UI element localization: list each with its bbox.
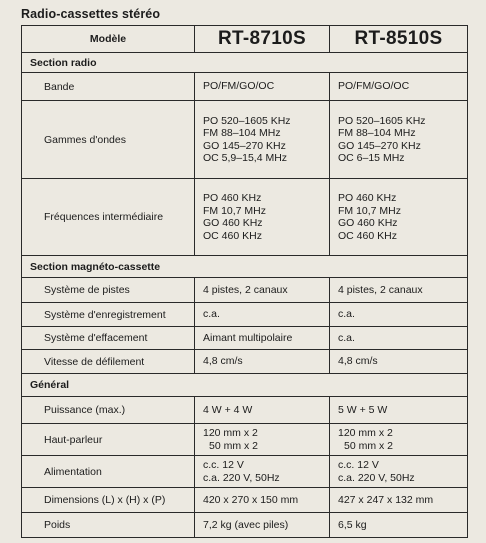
table-row bbox=[22, 424, 468, 456]
value-rt8710s: 4 pistes, 2 canaux bbox=[195, 278, 330, 303]
value-rt8510s: 120 mm x 2 50 mm x 2 bbox=[330, 424, 468, 456]
value-rt8510s: PO 460 KHz FM 10,7 MHz GO 460 KHz OC 460 KHz bbox=[330, 179, 468, 256]
table-row bbox=[22, 488, 468, 513]
value-rt8710s: PO 520–1605 KHz FM 88–104 MHz GO 145–270 KHz OC 5,9–15,4 MHz bbox=[195, 101, 330, 179]
value-rt8510s: 5 W + 5 W bbox=[330, 397, 468, 424]
row-label: Vitesse de défilement bbox=[22, 350, 195, 374]
value-rt8710s: Aimant multipolaire bbox=[195, 327, 330, 350]
value-rt8510s: PO 520–1605 KHz FM 88–104 MHz GO 145–270 KHz OC 6–15 MHz bbox=[330, 101, 468, 179]
model-name-1: RT-8710S bbox=[195, 26, 330, 53]
table-row bbox=[22, 73, 468, 101]
table-row bbox=[22, 101, 468, 179]
value-rt8710s: PO 460 KHz FM 10,7 MHz GO 460 KHz OC 460 KHz bbox=[195, 179, 330, 256]
value-rt8510s: PO/FM/GO/OC bbox=[330, 73, 468, 101]
table-row bbox=[22, 327, 468, 350]
value-rt8510s: 427 x 247 x 132 mm bbox=[330, 488, 468, 513]
model-header-label: Modèle bbox=[22, 26, 195, 53]
row-label: Système d'effacement bbox=[22, 327, 195, 350]
value-rt8510s: 4 pistes, 2 canaux bbox=[330, 278, 468, 303]
table-row bbox=[22, 456, 468, 488]
header-row bbox=[22, 26, 468, 53]
table-row bbox=[22, 513, 468, 538]
row-label: Alimentation bbox=[22, 456, 195, 488]
value-rt8710s: 4,8 cm/s bbox=[195, 350, 330, 374]
row-label: Bande bbox=[22, 73, 195, 101]
value-rt8710s: 7,2 kg (avec piles) bbox=[195, 513, 330, 538]
table-row bbox=[22, 278, 468, 303]
table-row bbox=[22, 350, 468, 374]
value-rt8510s: c.a. bbox=[330, 303, 468, 327]
section-row bbox=[22, 256, 468, 278]
value-rt8710s: c.c. 12 V c.a. 220 V, 50Hz bbox=[195, 456, 330, 488]
row-label: Fréquences intermédiaire bbox=[22, 179, 195, 256]
row-label: Système de pistes bbox=[22, 278, 195, 303]
table-row bbox=[22, 397, 468, 424]
value-rt8510s: 4,8 cm/s bbox=[330, 350, 468, 374]
row-label: Poids bbox=[22, 513, 195, 538]
section-radio: Section radio bbox=[22, 53, 468, 73]
page-title: Radio-cassettes stéréo bbox=[21, 7, 161, 21]
row-label: Haut-parleur bbox=[22, 424, 195, 456]
value-rt8710s: PO/FM/GO/OC bbox=[195, 73, 330, 101]
row-label: Dimensions (L) x (H) x (P) bbox=[22, 488, 195, 513]
value-rt8710s: 420 x 270 x 150 mm bbox=[195, 488, 330, 513]
value-rt8510s: 6,5 kg bbox=[330, 513, 468, 538]
row-label: Gammes d'ondes bbox=[22, 101, 195, 179]
table-row bbox=[22, 179, 468, 256]
spec-table bbox=[21, 25, 468, 538]
value-rt8710s: 4 W + 4 W bbox=[195, 397, 330, 424]
table-row bbox=[22, 303, 468, 327]
value-rt8710s: c.a. bbox=[195, 303, 330, 327]
section-general: Général bbox=[22, 374, 468, 397]
value-rt8510s: c.a. bbox=[330, 327, 468, 350]
value-rt8510s: c.c. 12 V c.a. 220 V, 50Hz bbox=[330, 456, 468, 488]
section-cassette: Section magnéto-cassette bbox=[22, 256, 468, 278]
row-label: Puissance (max.) bbox=[22, 397, 195, 424]
section-row bbox=[22, 374, 468, 397]
value-rt8710s: 120 mm x 2 50 mm x 2 bbox=[195, 424, 330, 456]
model-name-2: RT-8510S bbox=[330, 26, 468, 53]
section-row bbox=[22, 53, 468, 73]
row-label: Système d'enregistrement bbox=[22, 303, 195, 327]
